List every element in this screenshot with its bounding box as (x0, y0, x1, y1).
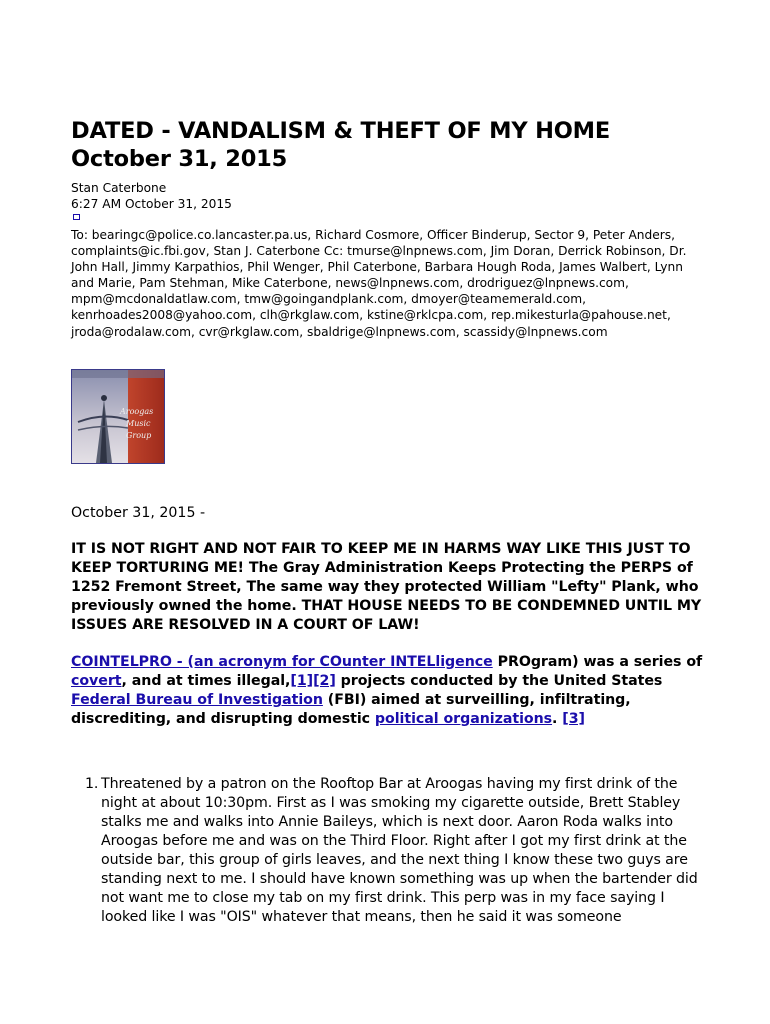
title-line-2: October 31, 2015 (71, 146, 288, 172)
list-item: Threatened by a patron on the Rooftop Bar at Aroogas having my first drink of the night at about 10:30pm. First as I was smoking my cigarette outside, Brett Stabley stalks me and walks into Annie Baileys, which is next door. Aaron Roda walks into Aroogas before me and was on the Third Floor. Right after I got my first drink at the outside bar, this group of girls leaves, and the next thing I know these two guys are standing next to me. I should have known something was up when the bartender did not want me to close my tab on my first drink. This perp was in my face saying I looked like I was "OIS" whatever that means, then he said it was someone (101, 776, 698, 925)
reference-2-link[interactable]: [2] (313, 673, 336, 689)
small-link-icon[interactable] (73, 214, 80, 220)
cointelpro-paragraph: COINTELPRO - (an acronym for COunter INTELligence PROgram) was a series of covert, and at times illegal,[1][2] projects conducted by the United States Federal Bureau of Investigation (FBI) aimed at surveilling, infiltrating, discrediting, and disrupting domestic political organizations. [3] (71, 654, 703, 727)
post-datetime: 6:27 AM October 31, 2015 (71, 197, 232, 211)
dateline: October 31, 2015 - (71, 505, 206, 521)
cointelpro-link[interactable]: COINTELPRO - (an acronym for COunter INTELligence (71, 654, 493, 670)
statement-paragraph: IT IS NOT RIGHT AND NOT FAIR TO KEEP ME IN HARMS WAY LIKE THIS JUST TO KEEP TORTURING ME! The Gray Administration Keeps Protecting the PERPS of 1252 Fremont Street, The same way they protected William "Lefty" Plank, who previously owned the home. THAT HOUSE NEEDS TO BE CONDEMNED UNTIL MY ISSUES ARE RESOLVED IN A COURT OF LAW! (71, 541, 702, 633)
recipients-list: To: bearingc@police.co.lancaster.pa.us, Richard Cosmore, Officer Binderup, Sector 9, Peter Anders, complaints@ic.fbi.gov, Stan J. Caterbone Cc: tmurse@lnpnews.com, Jim Doran, Derrick Robinson, Dr. John Hall, Jimmy Karpathios, Phil Wenger, Phil Caterbone, Barbara Hough Roda, James Walbert, Lynn and Marie, Pam Stehman, Mike Caterbone, news@lnpnews.com, drodriguez@lnpnews.com, mpm@mcdonaldatlaw.com, tmw@goingandplank.com, dmoyer@teamemerald.com, kenrhoades2008@yahoo.com, clh@rkglaw.com, kstine@rklcpa.com, rep.mikesturla@pahouse.net, jroda@rodalaw.com, cvr@rkglaw.com, sbaldrige@lnpnews.com, scassidy@lnpnews.com (71, 228, 687, 339)
svg-text:Group: Group (126, 431, 152, 440)
svg-text:Music: Music (126, 419, 151, 428)
covert-link[interactable]: covert (71, 673, 122, 689)
list-item-number: 1. (85, 776, 99, 792)
fbi-link[interactable]: Federal Bureau of Investigation (71, 692, 323, 708)
title-line-1: DATED - VANDALISM & THEFT OF MY HOME (71, 118, 611, 144)
aroogas-logo-image (72, 370, 164, 463)
page-title (71, 117, 711, 173)
author-name: Stan Caterbone (71, 181, 167, 195)
reference-1-link[interactable]: [1] (290, 673, 314, 689)
reference-3-link[interactable]: [3] (562, 711, 585, 727)
aroogas-thumbnail-image[interactable] (71, 369, 165, 464)
logo-lettering: Aroogas (120, 407, 154, 416)
political-organizations-link[interactable]: political organizations (374, 711, 553, 727)
